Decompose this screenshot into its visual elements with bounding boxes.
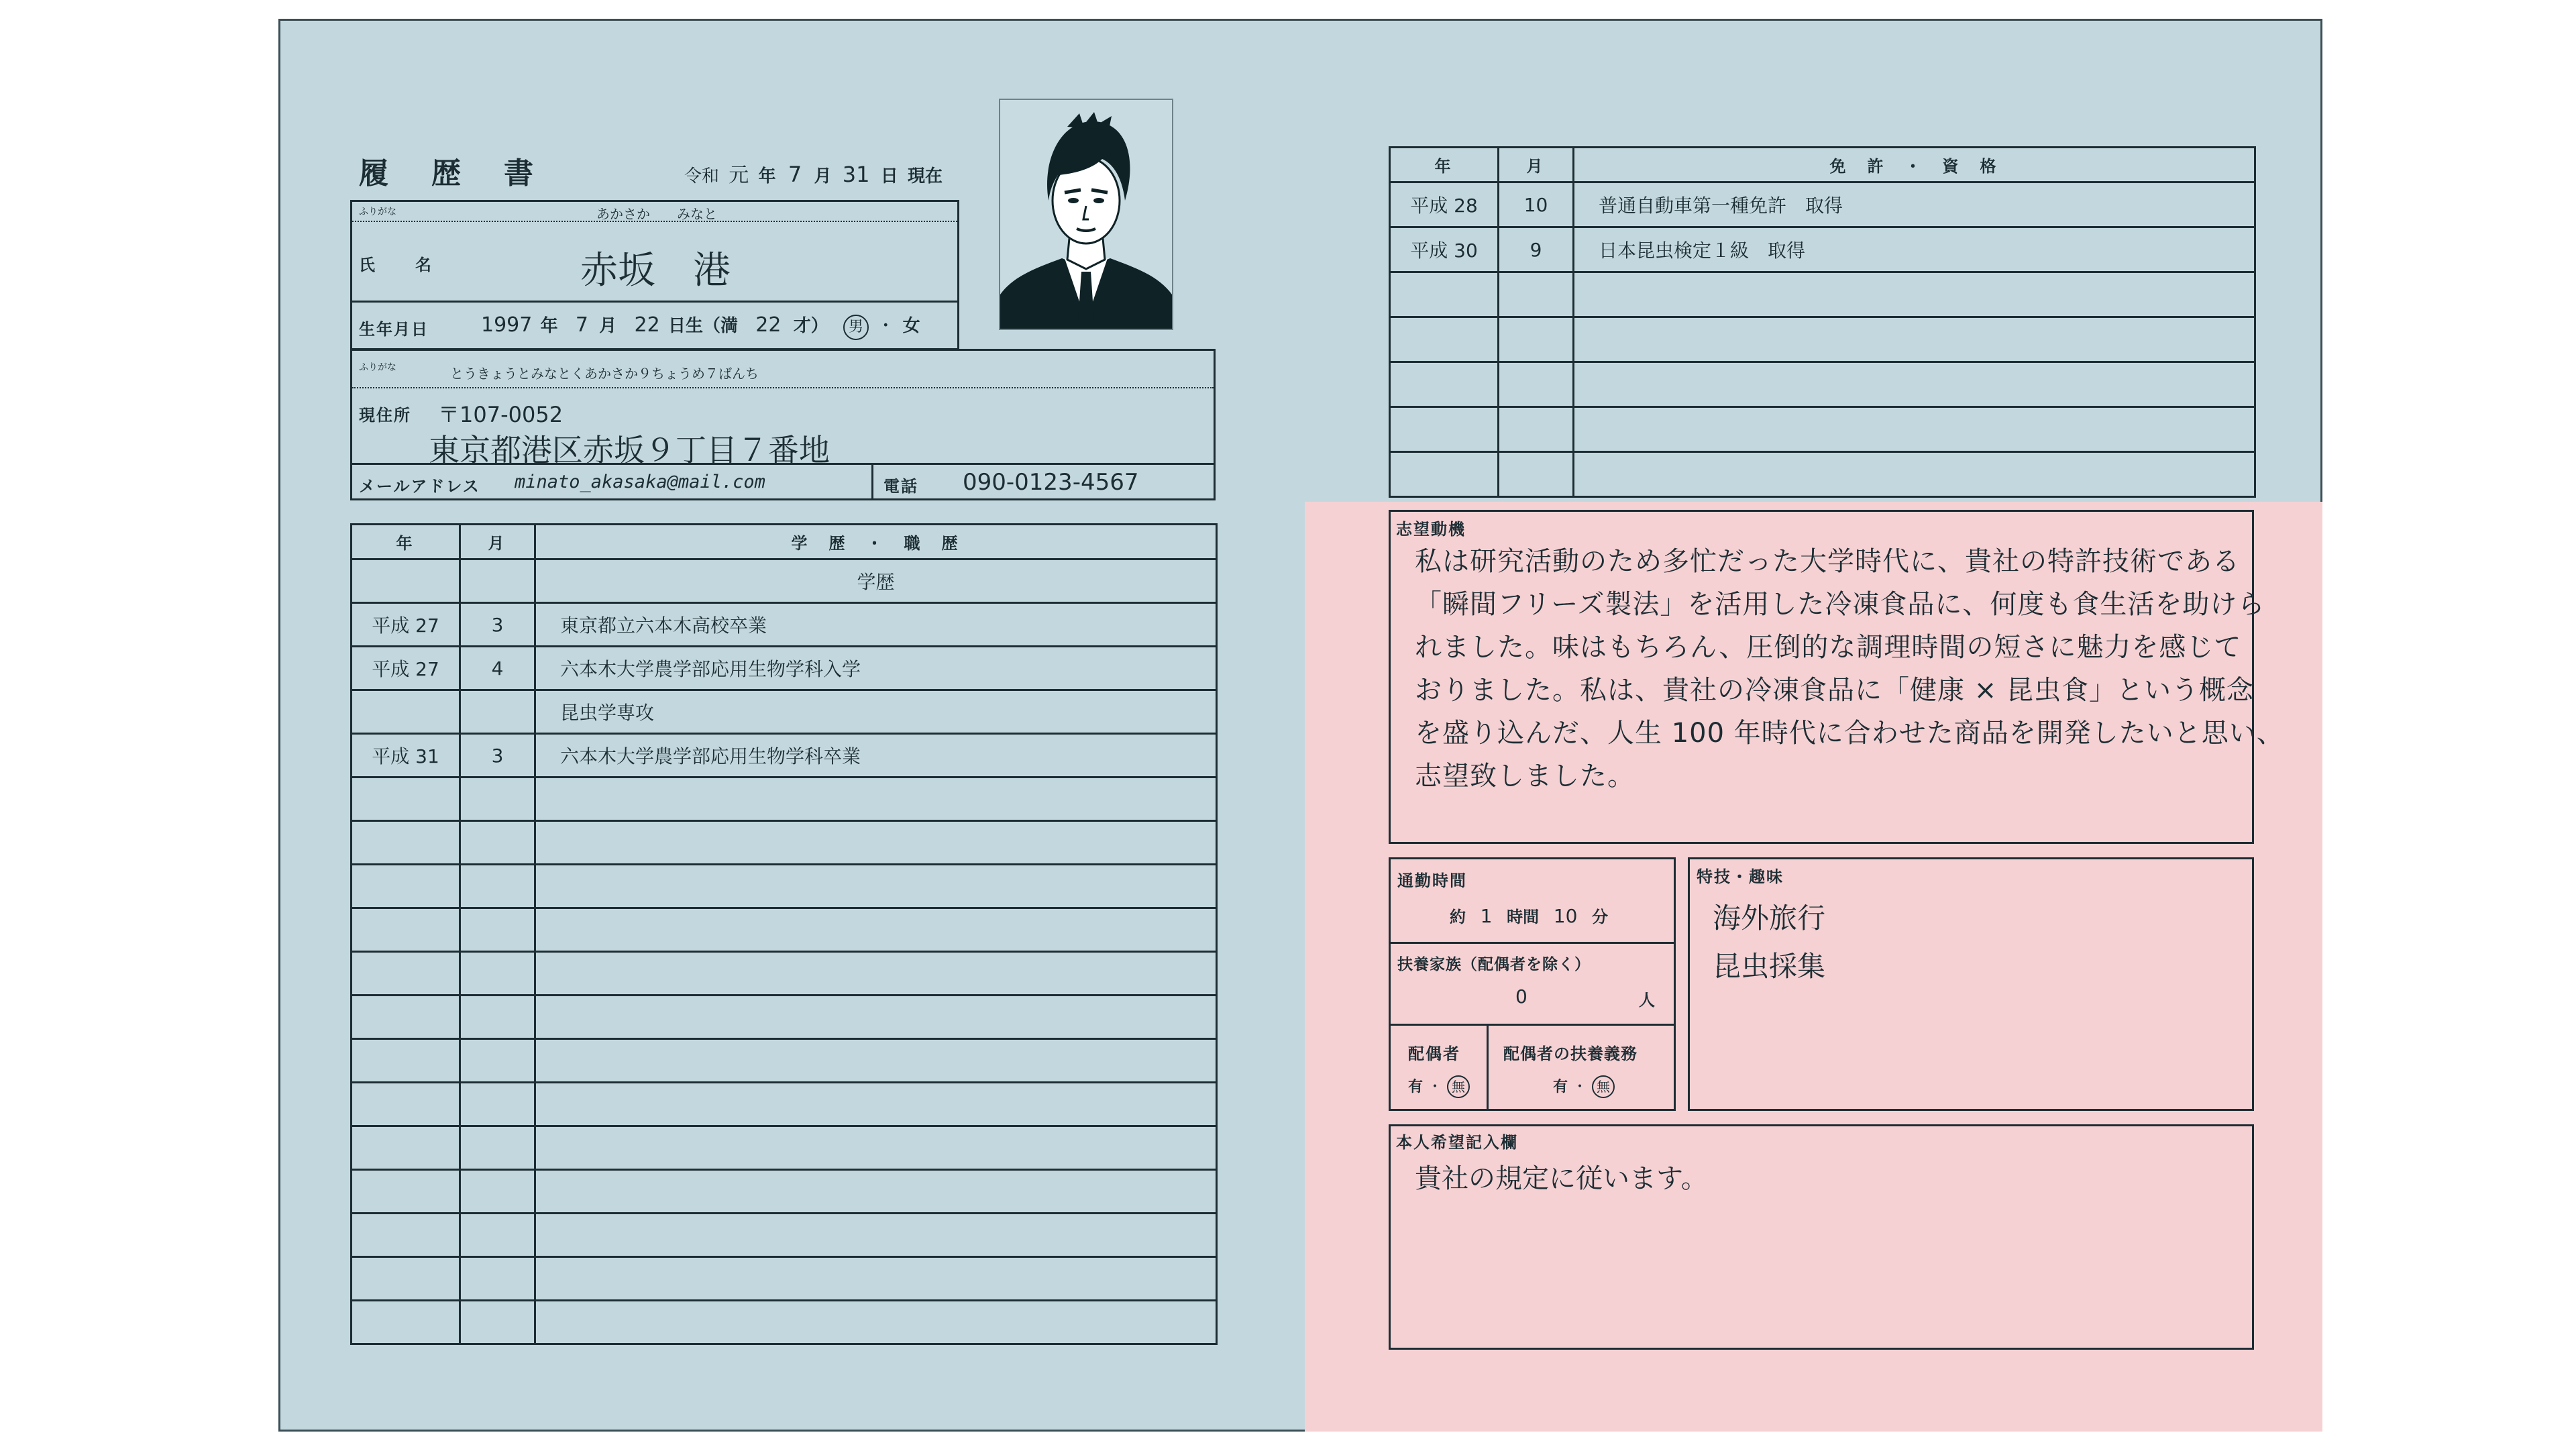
phone-value[interactable]: 090-0123-4567 [963,469,1139,496]
id-photo [999,99,1173,330]
license-cell-year[interactable]: 平成 30 [1390,227,1499,272]
contact-divider [871,465,873,498]
spouse-support-no[interactable]: 無 [1592,1075,1615,1098]
history-cell-year[interactable] [352,777,460,821]
license-row [1390,272,2255,317]
license-cell-content[interactable]: 普通自動車第一種免許 取得 [1574,182,2255,227]
history-cell-month[interactable] [460,952,535,996]
dependents-label: 扶養家族（配偶者を除く） [1397,956,1591,973]
birth-age-label: 才） [793,316,828,336]
commute-value[interactable] [1450,904,1608,927]
name-label: 氏 名 [359,256,434,274]
license-cell-year[interactable] [1390,407,1499,452]
motivation-box [1389,510,2284,844]
license-row [1390,182,2255,227]
license-table [1389,146,2256,498]
email-value[interactable]: minato_akasaka@mail.com [515,472,765,492]
name-value[interactable]: 赤坂 港 [580,249,731,292]
history-row [352,777,1217,821]
history-cell-year[interactable] [352,1257,460,1301]
license-body [1390,148,2255,497]
license-cell-month[interactable] [1499,317,1574,362]
history-row [352,1083,1217,1126]
license-row [1390,227,2255,272]
spouse-support-label: 配偶者の扶養義務 [1503,1044,1638,1063]
license-cell-year[interactable] [1390,452,1499,497]
history-cell-month[interactable] [460,690,535,734]
name-block [350,200,959,350]
name-row [352,222,957,303]
commute-minutes-label: 分 [1592,908,1609,926]
hobbies-label: 特技・趣味 [1697,867,1784,886]
license-cell-content[interactable] [1574,452,2255,497]
license-cell-month[interactable]: 9 [1499,227,1574,272]
license-cell-year[interactable]: 平成 28 [1390,182,1499,227]
license-cell-month[interactable] [1499,452,1574,497]
history-cell-content[interactable] [535,1039,1217,1083]
page-title: 履 歴 書 [359,156,540,191]
history-row [352,1170,1217,1214]
commute-label: 通勤時間 [1397,871,1467,890]
history-row [352,734,1217,777]
history-cell-content[interactable] [535,996,1217,1039]
birth-row [352,303,957,348]
birth-label: 生年月日 [359,320,429,339]
spouse-cell [1391,1026,1489,1109]
license-row [1390,407,2255,452]
license-header-row [1390,148,2255,182]
requests-value[interactable]: 貴社の規定に従います。 [1415,1163,1708,1194]
contact-row [352,465,1214,498]
hobby-item: 昆虫採集 [1713,950,1826,983]
history-cell-content[interactable] [535,908,1217,952]
history-cell-month[interactable] [460,1257,535,1301]
license-row [1390,362,2255,407]
history-cell-year[interactable] [352,1126,460,1170]
date-year-label: 年 [758,166,776,186]
spouse-support-yes[interactable]: 有 [1553,1079,1568,1095]
spouse-support-value[interactable] [1553,1075,1615,1098]
history-cell-content[interactable] [535,1126,1217,1170]
spouse-support-separator: ・ [1572,1079,1588,1095]
motivation-line: おりました。私は、貴社の冷凍食品に「健康 × 昆虫食」という概念 [1415,675,2254,706]
history-cell-year[interactable] [352,559,460,603]
spouse-no[interactable]: 無 [1447,1075,1470,1098]
license-header-month: 月 [1499,148,1574,182]
history-header-content: 学 歴 ・ 職 歴 [535,525,1217,559]
person-photo-icon [1000,100,1172,329]
license-cell-year[interactable] [1390,272,1499,317]
date-era: 令和 [684,166,720,186]
date-month: 7 [788,162,802,187]
license-row [1390,452,2255,497]
commute-hours-label: 時間 [1507,908,1540,926]
history-cell-month[interactable] [460,1170,535,1214]
spouse-value[interactable] [1408,1075,1470,1098]
history-cell-month[interactable] [460,865,535,908]
history-cell-year[interactable] [352,865,460,908]
birth-month: 7 [575,313,588,337]
birth-day: 22 [634,313,660,337]
address-block [350,349,1216,500]
history-row [352,1257,1217,1301]
motivation-label: 志望動機 [1396,520,1466,539]
name-furigana-label: ふりがな [359,207,396,217]
license-cell-year[interactable] [1390,362,1499,407]
address-row [352,388,1214,468]
motivation-line: 私は研究活動のため多忙だった大学時代に、貴社の特許技術である [1415,546,2240,577]
history-cell-month[interactable] [460,559,535,603]
history-row [352,1039,1217,1083]
license-cell-month[interactable] [1499,362,1574,407]
hobby-item: 海外旅行 [1713,902,1826,934]
history-cell-content[interactable] [535,1214,1217,1257]
history-cell-content[interactable] [535,952,1217,996]
history-cell-content[interactable] [535,1170,1217,1214]
history-cell-content[interactable] [535,777,1217,821]
commute-prefix: 約 [1450,908,1466,926]
motivation-line: 「瞬間フリーズ製法」を活用した冷凍食品に、何度も食生活を助けら [1415,589,2265,620]
history-header-month: 月 [460,525,535,559]
birth-age: 22 [755,313,782,337]
phone-label: 電話 [883,477,918,496]
history-cell-month[interactable]: 4 [460,647,535,690]
gender-separator: ・ [877,316,895,336]
date-day: 31 [842,162,870,187]
history-row [352,908,1217,952]
history-cell-month[interactable]: 3 [460,603,535,647]
address-furigana-label: ふりがな [359,362,396,373]
history-header-row [352,525,1217,559]
history-row [352,690,1217,734]
license-cell-content[interactable] [1574,362,2255,407]
history-cell-content[interactable] [535,1301,1217,1344]
history-cell-year[interactable]: 平成 31 [352,734,460,777]
requests-label: 本人希望記入欄 [1396,1133,1518,1152]
license-cell-month[interactable] [1499,272,1574,317]
birth-month-label: 月 [599,316,617,336]
license-cell-content[interactable] [1574,407,2255,452]
history-cell-year[interactable] [352,1170,460,1214]
history-cell-month[interactable] [460,996,535,1039]
hobbies-box [1688,857,2254,1111]
commute-hours: 1 [1480,905,1493,927]
history-cell-year[interactable] [352,1214,460,1257]
dependents-row [1391,944,1674,1026]
history-cell-month[interactable] [460,1083,535,1126]
history-cell-month[interactable] [460,1039,535,1083]
current-date [684,158,943,188]
motivation-line: 志望致しました。 [1415,761,1635,792]
license-cell-year[interactable] [1390,317,1499,362]
motivation-text[interactable] [1415,540,2284,798]
history-cell-year[interactable]: 平成 27 [352,603,460,647]
history-cell-content[interactable] [535,821,1217,865]
dependents-unit: 人 [1639,991,1656,1010]
history-cell-year[interactable] [352,1039,460,1083]
history-cell-month[interactable] [460,1214,535,1257]
history-cell-content[interactable]: 六本木大学農学部応用生物学科入学 [535,647,1217,690]
history-cell-content[interactable] [535,865,1217,908]
license-cell-month[interactable] [1499,407,1574,452]
history-cell-content[interactable]: 学歴 [535,559,1217,603]
gender-male[interactable]: 男 [843,315,869,340]
history-cell-content[interactable] [535,1083,1217,1126]
license-header-content: 免 許 ・ 資 格 [1574,148,2255,182]
birth-year: 1997 [481,313,533,337]
date-suffix: 現在 [908,166,943,186]
license-cell-content[interactable] [1574,317,2255,362]
history-cell-year[interactable] [352,1301,460,1344]
spouse-yes[interactable]: 有 [1408,1079,1424,1095]
address-furigana-row [352,351,1214,388]
history-row [352,1126,1217,1170]
history-cell-year[interactable] [352,690,460,734]
license-cell-content[interactable]: 日本昆虫検定１級 取得 [1574,227,2255,272]
history-row [352,603,1217,647]
license-cell-content[interactable] [1574,272,2255,317]
birth-year-label: 年 [540,316,558,336]
history-cell-month[interactable]: 3 [460,734,535,777]
hobbies-text[interactable] [1713,894,1825,991]
history-cell-content[interactable] [535,1257,1217,1301]
dependents-value[interactable]: 0 [1515,985,1527,1008]
commute-box [1389,857,1676,1111]
postal-code[interactable]: 〒107-0052 [438,402,564,427]
address-furigana-value[interactable]: とうきょうとみなとくあかさか９ちょうめ７ばんち [450,366,759,382]
history-cell-month[interactable] [460,1301,535,1344]
spouse-separator: ・ [1428,1079,1443,1095]
license-row [1390,317,2255,362]
history-row [352,559,1217,603]
history-row [352,865,1217,908]
history-row [352,821,1217,865]
email-label: メールアドレス [359,477,480,496]
history-row [352,1301,1217,1344]
license-header-year: 年 [1390,148,1499,182]
address-value[interactable]: 東京都港区赤坂９丁目７番地 [429,432,830,468]
spouse-support-cell [1489,1026,1674,1109]
motivation-line: れました。味はもちろん、圧倒的な調理時間の短さに魅力を感じて [1415,632,2242,663]
history-row [352,996,1217,1039]
date-year: 元 [729,164,749,187]
motivation-line: を盛り込んだ、人生 100 年時代に合わせた商品を開発したいと思い、 [1415,718,2284,749]
history-cell-content[interactable]: 昆虫学専攻 [535,690,1217,734]
history-cell-month[interactable] [460,821,535,865]
requests-box [1389,1124,2254,1350]
license-cell-month[interactable]: 10 [1499,182,1574,227]
date-day-label: 日 [880,166,898,186]
history-cell-month[interactable] [460,1126,535,1170]
history-cell-year[interactable] [352,996,460,1039]
history-cell-year[interactable] [352,1083,460,1126]
history-cell-month[interactable] [460,777,535,821]
date-month-label: 月 [814,166,832,186]
spouse-label: 配偶者 [1408,1044,1460,1063]
history-body [352,525,1217,1344]
commute-row [1391,859,1674,944]
name-furigana-value[interactable]: あかさか みなと [596,206,717,222]
history-row [352,1214,1217,1257]
history-cell-year[interactable] [352,952,460,996]
history-cell-content[interactable]: 六本木大学農学部応用生物学科卒業 [535,734,1217,777]
history-cell-year[interactable] [352,821,460,865]
history-cell-month[interactable] [460,908,535,952]
history-cell-content[interactable]: 東京都立六本木高校卒業 [535,603,1217,647]
history-row [352,647,1217,690]
history-header-year: 年 [352,525,460,559]
name-furigana-row [352,202,957,222]
birth-value[interactable] [481,312,920,340]
history-cell-year[interactable] [352,908,460,952]
history-row [352,952,1217,996]
commute-minutes: 10 [1553,905,1578,927]
gender-female[interactable]: 女 [902,316,920,336]
address-label: 現住所 [359,406,411,425]
birth-day-label: 日生（満 [668,316,739,336]
history-cell-year[interactable]: 平成 27 [352,647,460,690]
history-table [350,523,1218,1345]
